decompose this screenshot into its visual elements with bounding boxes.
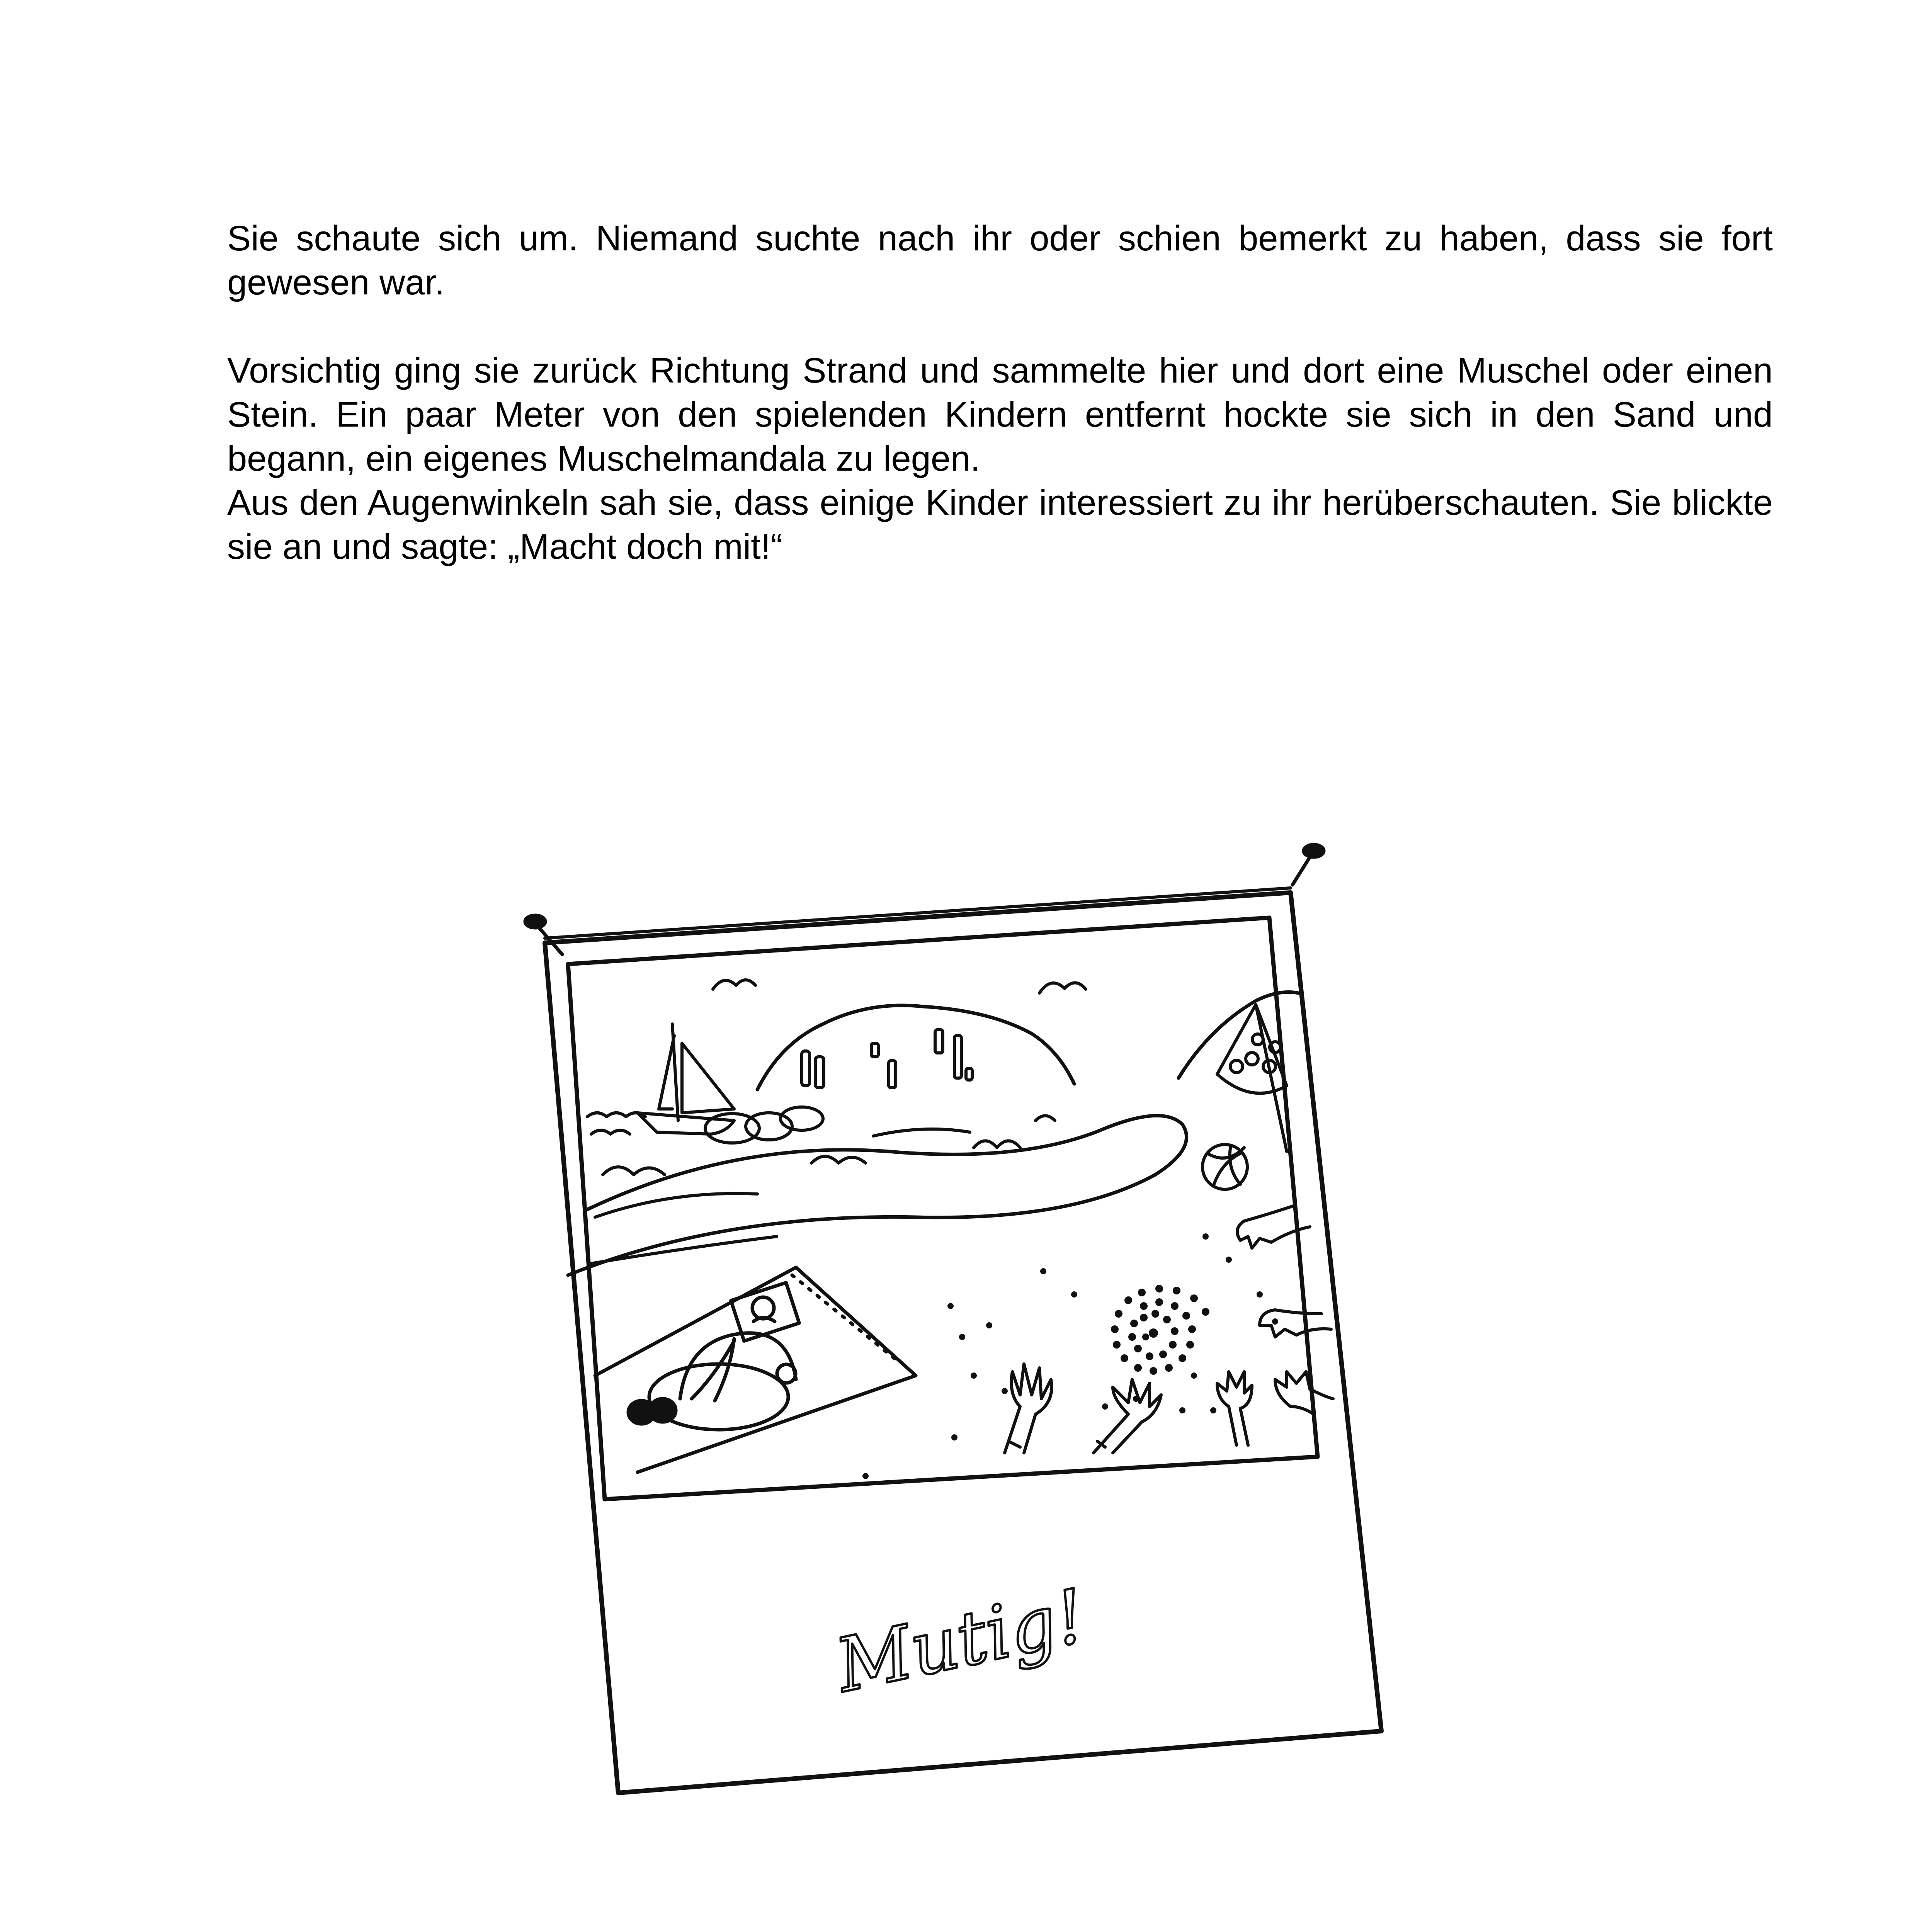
polaroid-caption: Mutig! [829, 1573, 1094, 1709]
clouds [713, 980, 1086, 993]
paragraph-1: Sie schaute sich um. Niemand suchte nach ihr oder schien bemerkt zu haben, dass sie fort gewesen war. [227, 219, 1773, 302]
sand-dots [862, 1233, 1278, 1479]
sea-waves [587, 1113, 1055, 1264]
pin-right-icon [1293, 845, 1324, 885]
paragraph-2: Vorsichtig ging sie zurück Richtung Strand und sammelte hier und dort eine Muschel oder einen Stein. Ein paar Meter von den spielenden Kindern entfernt hockte sie sich in den Sand und begann, ein eigenes Muschelmandala zu legen. [227, 351, 1773, 478]
shell-mandala [1111, 1285, 1209, 1375]
photo-area [568, 918, 1318, 1499]
beach-umbrella-icon [1217, 1005, 1287, 1151]
beach-ball-icon [1202, 1145, 1247, 1189]
sailboat-icon [638, 1024, 734, 1134]
child-hands [1005, 1206, 1333, 1453]
shore-stones [705, 1107, 823, 1143]
island-mountain [757, 1005, 1074, 1090]
paragraph-3: Aus den Augenwinkeln sah sie, dass einige Kinder interessiert zu ihr herüberschauten. Sie blickte sie an und sagte: „Macht doch mit!“ [227, 483, 1773, 566]
sunglasses-icon [628, 1399, 676, 1424]
